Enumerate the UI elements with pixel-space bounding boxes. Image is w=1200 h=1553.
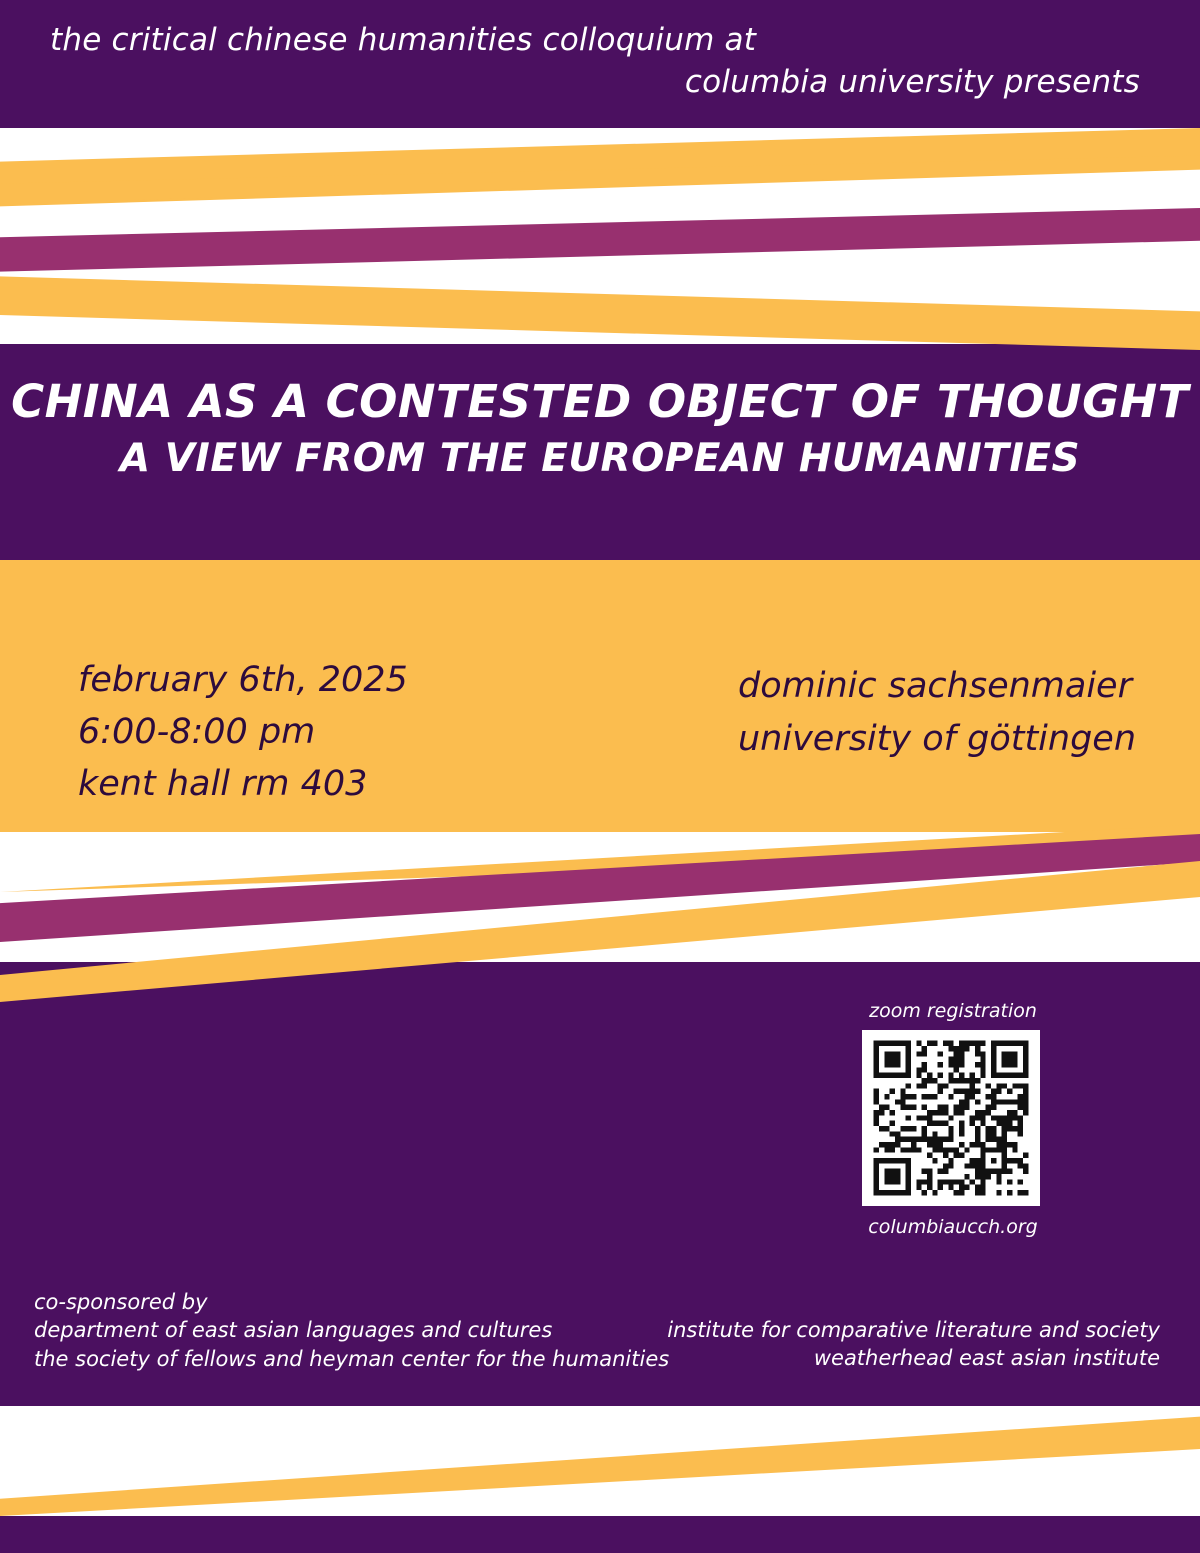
event-date: february 6th, 2025 (78, 660, 408, 700)
sponsor-left-1: department of east asian languages and cultures (34, 1318, 553, 1343)
header-line-2: columbia university presents (684, 63, 1140, 100)
sponsor-right-1: institute for comparative literature and society (667, 1318, 1160, 1342)
speaker-affiliation: university of göttingen (738, 718, 1137, 759)
zoom-registration-label: zoom registration (869, 1000, 1037, 1022)
sponsors-right (667, 1316, 1160, 1373)
poster-header (0, 20, 1140, 104)
event-time: 6:00-8:00 pm (78, 711, 316, 752)
sponsors-left (34, 1288, 669, 1373)
page-title (0, 375, 1200, 484)
registration-block[interactable] (862, 1000, 1044, 1238)
qr-code-icon[interactable] (862, 1030, 1040, 1206)
title-subtitle: A VIEW FROM THE EUROPEAN HUMANITIES (119, 436, 1081, 481)
event-location: kent hall rm 403 (78, 763, 368, 804)
event-details (78, 655, 408, 810)
registration-url[interactable]: columbiaucch.org (868, 1216, 1038, 1238)
sponsors-intro: co-sponsored by (34, 1290, 208, 1314)
title-main: CHINA AS A CONTESTED OBJECT OF THOUGHT (11, 375, 1189, 428)
sponsor-right-2: weatherhead east asian institute (813, 1346, 1160, 1371)
speaker-name: dominic sachsenmaier (738, 666, 1132, 706)
header-line-1: the critical chinese humanities colloquium at (50, 22, 757, 58)
speaker-info (738, 660, 1136, 765)
footer-background (0, 1516, 1200, 1553)
sponsor-left-2: the society of fellows and heyman center for the humanities (34, 1346, 670, 1371)
